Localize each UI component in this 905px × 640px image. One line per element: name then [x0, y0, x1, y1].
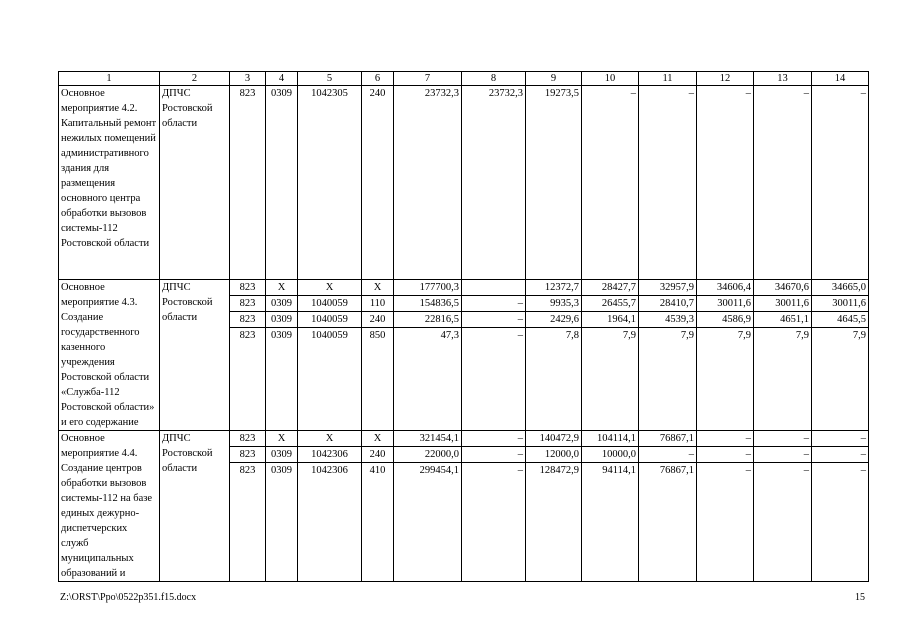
value-line: X	[362, 431, 393, 447]
value-line: 22816,5	[394, 312, 461, 328]
value-line: 4645,5	[812, 312, 868, 328]
value-line: –	[860, 88, 866, 99]
value-cell	[582, 431, 639, 582]
header-cell: 2	[160, 72, 230, 86]
value-cell	[812, 431, 869, 582]
value-line: 1042305	[311, 88, 348, 99]
value-line: –	[745, 465, 751, 476]
value-line: 4651,1	[754, 312, 811, 328]
budget-table	[58, 71, 869, 582]
value-cell	[526, 431, 582, 582]
value-line: 30011,6	[754, 296, 811, 312]
value-line: –	[697, 447, 753, 463]
value-line: 0309	[266, 312, 297, 328]
value-line: 23732,3	[424, 88, 459, 99]
value-line: –	[803, 465, 809, 476]
value-cell	[639, 431, 697, 582]
value-cell	[266, 280, 298, 431]
value-line: 0309	[271, 465, 292, 476]
value-line: 32957,9	[639, 280, 696, 296]
executor: ДПЧС Ростовской области	[160, 431, 230, 582]
header-cell: 8	[462, 72, 526, 86]
value-line: 823	[230, 296, 265, 312]
value-line: –	[688, 88, 694, 99]
value-line: X	[298, 280, 361, 296]
value-line: 1040059	[311, 330, 348, 341]
value-line: 1040059	[298, 296, 361, 312]
value-line: –	[745, 88, 751, 99]
value-line: 850	[369, 330, 386, 341]
value-line: 28410,7	[639, 296, 696, 312]
value-line: 26455,7	[582, 296, 638, 312]
value-line: 104114,1	[582, 431, 638, 447]
footer-file-path: Z:\ORST\Ppo\0522p351.f15.docx	[60, 592, 197, 603]
value-line: 823	[230, 312, 265, 328]
value-cell	[298, 431, 362, 582]
value-line: –	[630, 88, 636, 99]
value-line: 4539,3	[639, 312, 696, 328]
value-cell	[230, 280, 266, 431]
value-cell	[582, 86, 639, 280]
value-line: 177700,3	[394, 280, 461, 296]
activity-name: Основное мероприятие 4.4. Создание центров обработки вызовов системы-112 на базе единых дежурно-диспетчерских служб муниципальных образований и	[59, 431, 160, 582]
value-cell	[812, 280, 869, 431]
value-cell	[394, 280, 462, 431]
value-cell	[697, 86, 754, 280]
value-line: X	[266, 431, 297, 447]
value-line: 823	[230, 280, 265, 296]
table-row	[59, 431, 869, 582]
header-cell: 7	[394, 72, 462, 86]
value-line: –	[803, 88, 809, 99]
value-cell	[754, 280, 812, 431]
value-cell	[394, 86, 462, 280]
value-line: –	[462, 431, 525, 447]
value-line: 34665,0	[812, 280, 868, 296]
value-cell	[639, 280, 697, 431]
header-row	[59, 72, 869, 86]
value-line: 299454,1	[419, 465, 459, 476]
value-line: 7,8	[565, 330, 579, 341]
value-line: 76867,1	[639, 431, 696, 447]
activity-name: Основное мероприятие 4.2. Капитальный ремонт нежилых помещений административного здания для размещения основного центра обработки вызовов системы-112 Ростовской области	[59, 86, 160, 280]
value-cell	[362, 86, 394, 280]
header-cell: 6	[362, 72, 394, 86]
value-line: X	[266, 280, 297, 296]
value-line: 0309	[266, 447, 297, 463]
value-line: 9935,3	[526, 296, 581, 312]
value-line: 823	[230, 447, 265, 463]
header-cell: 1	[59, 72, 160, 86]
value-line: 240	[369, 88, 386, 99]
value-line: 823	[230, 431, 265, 447]
table-row	[59, 280, 869, 431]
value-line: 22000,0	[394, 447, 461, 463]
header-cell: 13	[754, 72, 812, 86]
value-line: 19273,5	[544, 88, 579, 99]
value-line: –	[812, 447, 868, 463]
value-cell	[298, 280, 362, 431]
value-cell	[230, 86, 266, 280]
value-cell	[298, 86, 362, 280]
value-line: 76867,1	[659, 465, 694, 476]
executor: ДПЧС Ростовской области	[160, 280, 230, 431]
value-cell	[526, 280, 582, 431]
value-line: 10000,0	[582, 447, 638, 463]
value-line: 94114,1	[602, 465, 636, 476]
table-row	[59, 86, 869, 280]
value-cell	[394, 431, 462, 582]
value-cell	[812, 86, 869, 280]
value-line: 2429,6	[526, 312, 581, 328]
value-line: –	[860, 465, 866, 476]
value-line: 23732,3	[488, 88, 523, 99]
value-line: 1964,1	[582, 312, 638, 328]
value-cell	[362, 280, 394, 431]
value-line: 321454,1	[394, 431, 461, 447]
value-line: 12372,7	[526, 280, 581, 296]
value-line	[462, 280, 525, 296]
value-line: 823	[239, 88, 256, 99]
value-line: –	[462, 312, 525, 328]
value-line: 7,9	[680, 330, 694, 341]
value-line: 140472,9	[526, 431, 581, 447]
value-cell	[362, 431, 394, 582]
header-cell: 14	[812, 72, 869, 86]
value-line: 410	[369, 465, 386, 476]
value-line: 240	[362, 447, 393, 463]
value-cell	[462, 431, 526, 582]
header-cell: 12	[697, 72, 754, 86]
value-line: 7,9	[737, 330, 751, 341]
value-line: –	[517, 330, 523, 341]
value-line: 128472,9	[539, 465, 579, 476]
value-line: 7,9	[622, 330, 636, 341]
value-cell	[462, 280, 526, 431]
value-cell	[526, 86, 582, 280]
value-line: –	[754, 447, 811, 463]
value-cell	[697, 280, 754, 431]
value-line: X	[298, 431, 361, 447]
value-line: 110	[362, 296, 393, 312]
value-line: –	[697, 431, 753, 447]
value-line: –	[462, 296, 525, 312]
header-cell: 10	[582, 72, 639, 86]
header-cell: 11	[639, 72, 697, 86]
value-line: 823	[239, 330, 256, 341]
value-line: 0309	[266, 296, 297, 312]
value-line: 7,9	[795, 330, 809, 341]
value-line: 47,3	[440, 330, 459, 341]
value-line: 823	[239, 465, 256, 476]
value-cell	[697, 431, 754, 582]
executor: ДПЧС Ростовской области	[160, 86, 230, 280]
value-line: 34670,6	[754, 280, 811, 296]
value-line: 12000,0	[526, 447, 581, 463]
value-cell	[230, 431, 266, 582]
value-cell	[266, 86, 298, 280]
activity-name: Основное мероприятие 4.3. Создание государственного казенного учреждения Ростовской области «Служба-112 Ростовской области» и его содержание	[59, 280, 160, 431]
header-cell: 9	[526, 72, 582, 86]
value-cell	[639, 86, 697, 280]
value-line: 240	[362, 312, 393, 328]
value-line: 30011,6	[812, 296, 868, 312]
header-cell: 5	[298, 72, 362, 86]
value-line: 7,9	[852, 330, 866, 341]
value-line: –	[639, 447, 696, 463]
value-cell	[582, 280, 639, 431]
value-cell	[266, 431, 298, 582]
value-line: 1040059	[298, 312, 361, 328]
value-cell	[754, 431, 812, 582]
value-line: 30011,6	[697, 296, 753, 312]
value-line: 4586,9	[697, 312, 753, 328]
value-line: 0309	[271, 88, 292, 99]
value-cell	[462, 86, 526, 280]
footer-page-number: 15	[855, 592, 865, 603]
header-cell: 4	[266, 72, 298, 86]
value-line: –	[754, 431, 811, 447]
value-line: X	[362, 280, 393, 296]
value-line: 28427,7	[582, 280, 638, 296]
value-line: –	[812, 431, 868, 447]
value-cell	[754, 86, 812, 280]
value-line: 154836,5	[394, 296, 461, 312]
value-line: 34606,4	[697, 280, 753, 296]
value-line: –	[462, 447, 525, 463]
value-line: 0309	[271, 330, 292, 341]
value-line: 1042306	[311, 465, 348, 476]
header-cell: 3	[230, 72, 266, 86]
value-line: –	[517, 465, 523, 476]
value-line: 1042306	[298, 447, 361, 463]
